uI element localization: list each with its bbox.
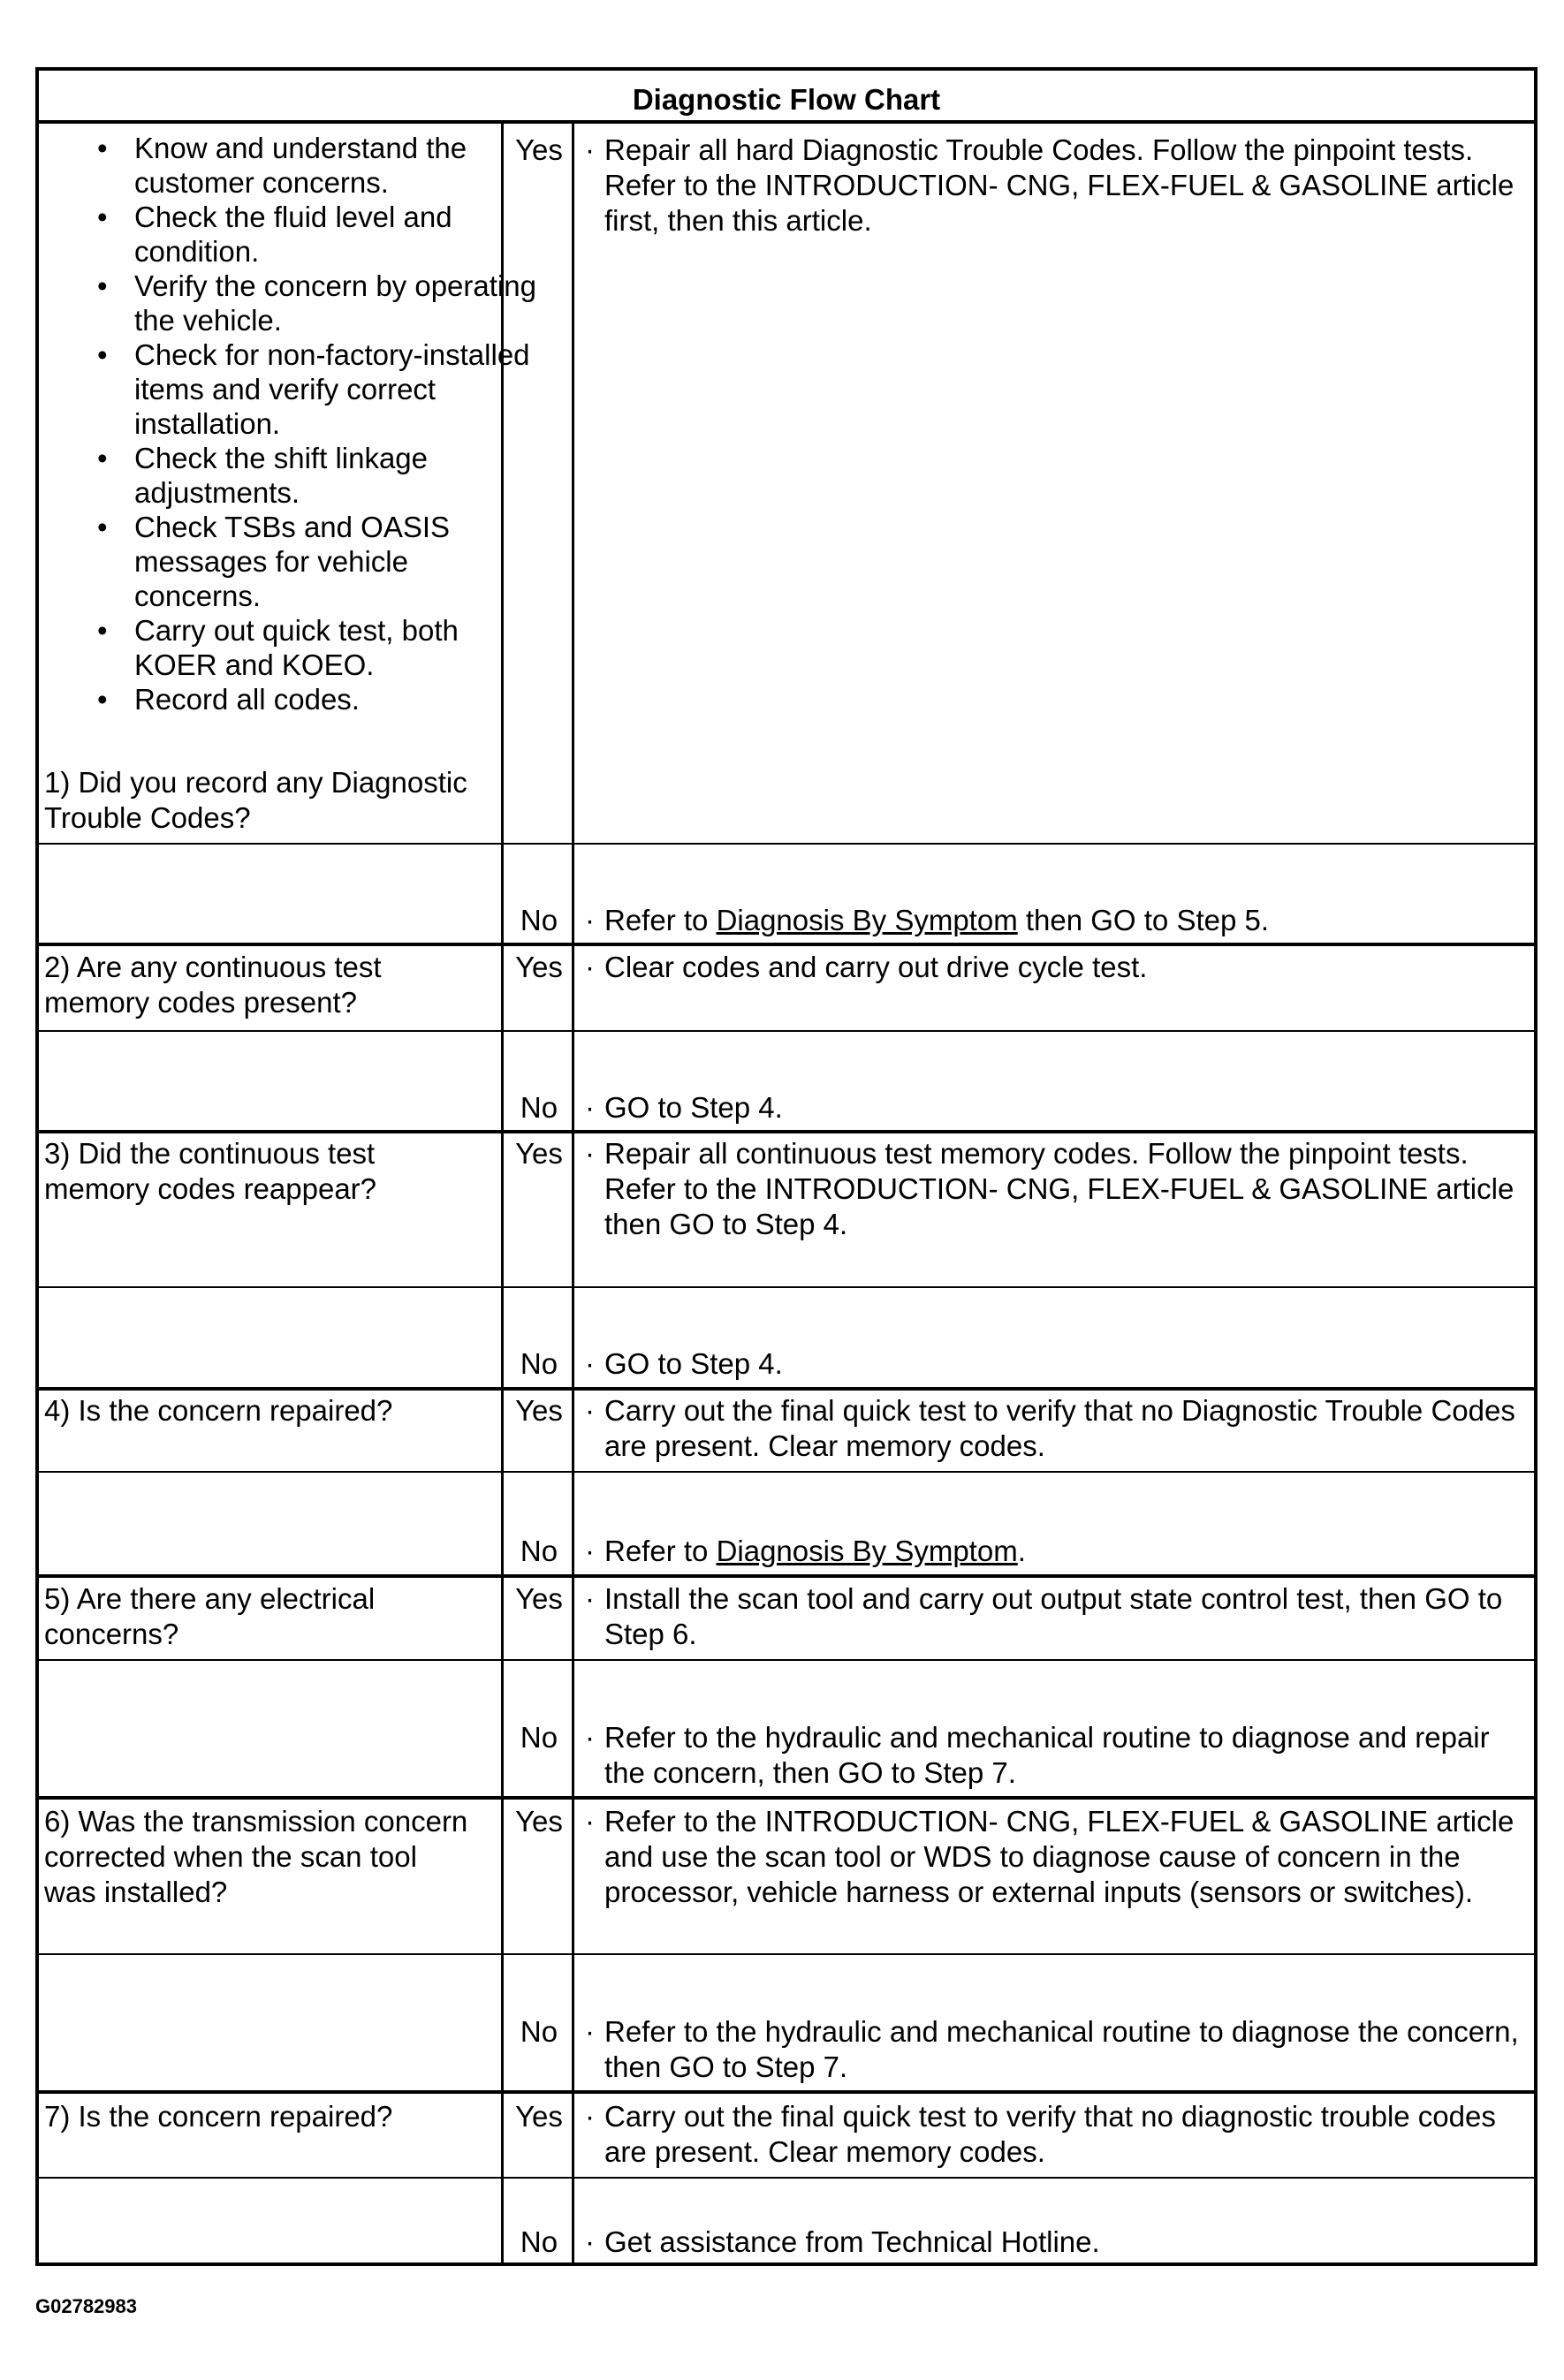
step-5-no-label: No: [520, 1721, 558, 1754]
row-divider: [39, 1471, 1534, 1473]
step-2-no-action: · GO to Step 4.: [585, 1091, 783, 1124]
diagnostic-flow-chart: [35, 67, 1537, 2266]
step-4-yes-action: · Carry out the final quick test to verify that no Diagnostic Trouble Codes are present. Clear memory codes.: [585, 1394, 1515, 1462]
step-1-yes-label: Yes: [515, 133, 563, 166]
checklist-item: • Verify the concern by operating the vehicle.: [97, 269, 536, 337]
step-7-yes-label: Yes: [515, 2100, 563, 2133]
step-5-yes-label: Yes: [515, 1582, 563, 1615]
step-2-yes-action: · Clear codes and carry out drive cycle test.: [585, 951, 1148, 983]
checklist-item: • Carry out quick test, both KOER and KOEO.: [97, 614, 459, 681]
step-divider: [39, 1796, 1534, 1800]
step-3-yes-action: · Repair all continuous test memory codes. Follow the pinpoint tests. Refer to the INTRODUCTION- CNG, FLEX-FUEL & GASOLINE article then GO to Step 4.: [585, 1137, 1515, 1240]
step-5-no-action: · Refer to the hydraulic and mechanical routine to diagnose and repair the concern, then GO to Step 7.: [585, 1721, 1490, 1789]
step-3-question: 3) Did the continuous test memory codes reappear?: [44, 1137, 377, 1205]
step-4-no-label: No: [520, 1535, 558, 1567]
step-7-question: 7) Is the concern repaired?: [44, 2100, 393, 2133]
step-5-question: 5) Are there any electrical concerns?: [44, 1582, 376, 1650]
step-6-no-action: · Refer to the hydraulic and mechanical routine to diagnose the concern, then GO to Step 7.: [585, 2015, 1519, 2083]
step-divider: [39, 1387, 1534, 1391]
step-6-no-label: No: [520, 2015, 558, 2048]
step-6-yes-action: · Refer to the INTRODUCTION- CNG, FLEX-FUEL & GASOLINE article and use the scan tool or WDS to diagnose cause of concern in the processor, vehicle harness or external inputs (sensors or switches).: [585, 1805, 1515, 1908]
step-divider: [39, 943, 1534, 946]
chart-title: Diagnostic Flow Chart: [39, 71, 1534, 124]
step-1-no-action: · Refer to Diagnosis By Symptom then GO to Step 5.: [585, 904, 1270, 936]
step-2-no-label: No: [520, 1091, 558, 1124]
step-2-question: 2) Are any continuous test memory codes present?: [44, 951, 382, 1019]
row-divider: [39, 1953, 1534, 1955]
step-7-no-label: No: [520, 2225, 558, 2258]
step-divider: [39, 2090, 1534, 2094]
step-divider: [39, 1574, 1534, 1578]
checklist-item: • Check the fluid level and condition.: [97, 201, 452, 268]
checklist-item: • Check TSBs and OASIS messages for vehicle concerns.: [97, 511, 451, 612]
checklist-item: • Record all codes.: [97, 683, 360, 716]
row-divider: [39, 843, 1534, 845]
diagnosis-by-symptom-link[interactable]: Diagnosis By Symptom: [716, 904, 1018, 936]
step-7-yes-action: · Carry out the final quick test to verify that no diagnostic trouble codes are present. Clear memory codes.: [585, 2100, 1496, 2168]
row-divider: [39, 1030, 1534, 1032]
step-6-question: 6) Was the transmission concern corrected when the scan tool was installed?: [44, 1805, 468, 1908]
checklist-item: • Check the shift linkage adjustments.: [97, 442, 429, 509]
diagnosis-by-symptom-link[interactable]: Diagnosis By Symptom: [716, 1535, 1018, 1567]
step-7-no-action: · Get assistance from Technical Hotline.: [585, 2225, 1100, 2258]
step-3-yes-label: Yes: [515, 1137, 563, 1170]
step-3-no-label: No: [520, 1347, 558, 1380]
row-divider: [39, 1286, 1534, 1288]
step-1-yes-action: · Repair all hard Diagnostic Trouble Codes. Follow the pinpoint tests. Refer to the INTRODUCTION- CNG, FLEX-FUEL & GASOLINE article first, then this article.: [585, 133, 1515, 237]
step-4-no-action: · Refer to Diagnosis By Symptom.: [585, 1535, 1026, 1567]
preliminary-checklist: [78, 131, 537, 716]
row-divider: [39, 1659, 1534, 1661]
step-1-question: 1) Did you record any Diagnostic Trouble Codes?: [44, 766, 467, 834]
step-divider: [39, 1130, 1534, 1133]
answer-column-divider: [572, 124, 574, 2266]
checklist-item: • Know and understand the customer concerns.: [97, 132, 467, 199]
step-4-yes-label: Yes: [515, 1394, 563, 1427]
step-2-yes-label: Yes: [515, 951, 563, 983]
step-5-yes-action: · Install the scan tool and carry out output state control test, then GO to Step 6.: [585, 1582, 1503, 1650]
step-1-no-label: No: [520, 904, 558, 936]
row-divider: [39, 2177, 1534, 2179]
step-4-question: 4) Is the concern repaired?: [44, 1394, 393, 1427]
step-6-yes-label: Yes: [515, 1805, 563, 1838]
figure-id: G02782983: [35, 2295, 137, 2317]
checklist-item: • Check for non-factory-installed items and verify correct installation.: [97, 338, 530, 440]
step-3-no-action: · GO to Step 4.: [585, 1347, 783, 1380]
